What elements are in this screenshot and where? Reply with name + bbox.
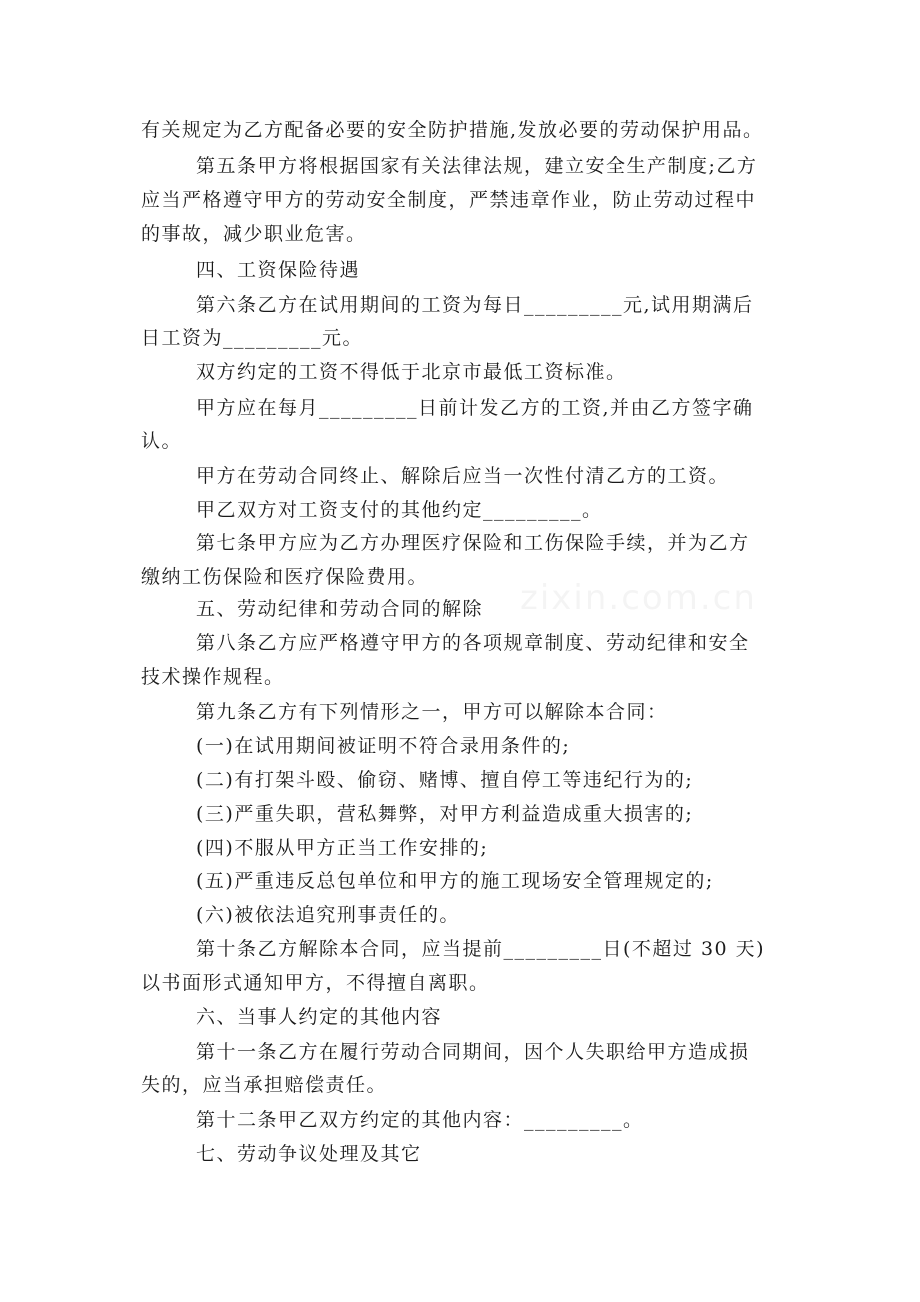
text-line: 的事故，减少职业危害。 [141,223,367,245]
list-item: (二)有打架斗殴、偷窃、赌博、擅自停工等违纪行为的; [196,769,694,791]
text-line: 第五条甲方将根据国家有关法律法规，建立安全生产制度;乙方 [196,155,758,177]
text-line: 第七条甲方应为乙方办理医疗保险和工伤保险手续，并为乙方 [196,532,750,554]
text-line: 失的，应当承担赔偿责任。 [141,1074,388,1096]
text-line: 第十条乙方解除本合同，应当提前_________日(不超过 30 天) [196,938,766,960]
text-line: 甲方在劳动合同终止、解除后应当一次性付清乙方的工资。 [196,465,730,487]
text-line: 缴纳工伤保险和医疗保险费用。 [141,566,429,588]
text-line: 第十二条甲乙双方约定的其他内容：_________。 [196,1109,644,1131]
watermark [520,578,757,618]
list-item: (一)在试用期间被证明不符合录用条件的; [196,735,571,757]
section-heading: 七、劳动争议处理及其它 [196,1143,422,1165]
text-line: 第八条乙方应严格遵守甲方的各项规章制度、劳动纪律和安全 [196,632,750,654]
text-line: 双方约定的工资不得低于北京市最低工资标准。 [196,361,627,383]
list-item: (四)不服从甲方正当工作安排的; [196,837,489,859]
list-item: (五)严重违反总包单位和甲方的施工现场安全管理规定的; [196,870,714,892]
section-heading: 六、当事人约定的其他内容 [196,1006,443,1028]
text-line: 以书面形式通知甲方，不得擅自离职。 [141,972,490,994]
text-line: 认。 [141,430,183,452]
text-line: 应当严格遵守甲方的劳动安全制度，严禁违章作业，防止劳动过程中 [141,189,757,211]
text-line: 第十一条乙方在履行劳动合同期间，因个人失职给甲方造成损 [196,1041,750,1063]
text-line: 有关规定为乙方配备必要的安全防护措施,发放必要的劳动保护用品。 [141,119,764,141]
list-item: (三)严重失职，营私舞弊，对甲方利益造成重大损害的; [196,803,694,825]
section-heading: 五、劳动纪律和劳动合同的解除 [196,598,484,620]
text-line: 第六条乙方在试用期间的工资为每日_________元,试用期满后 [196,294,754,316]
text-line: 第九条乙方有下列情形之一，甲方可以解除本合同： [196,701,668,723]
text-line: 甲方应在每月_________日前计发乙方的工资,并由乙方签字确 [196,397,754,419]
text-line: 日工资为_________元。 [141,327,364,349]
text-line: 甲乙双方对工资支付的其他约定_________。 [196,499,603,521]
text-line: 技术操作规程。 [141,666,285,688]
list-item: (六)被依法追究刑事责任的。 [196,904,460,926]
section-heading: 四、工资保险待遇 [196,259,361,281]
